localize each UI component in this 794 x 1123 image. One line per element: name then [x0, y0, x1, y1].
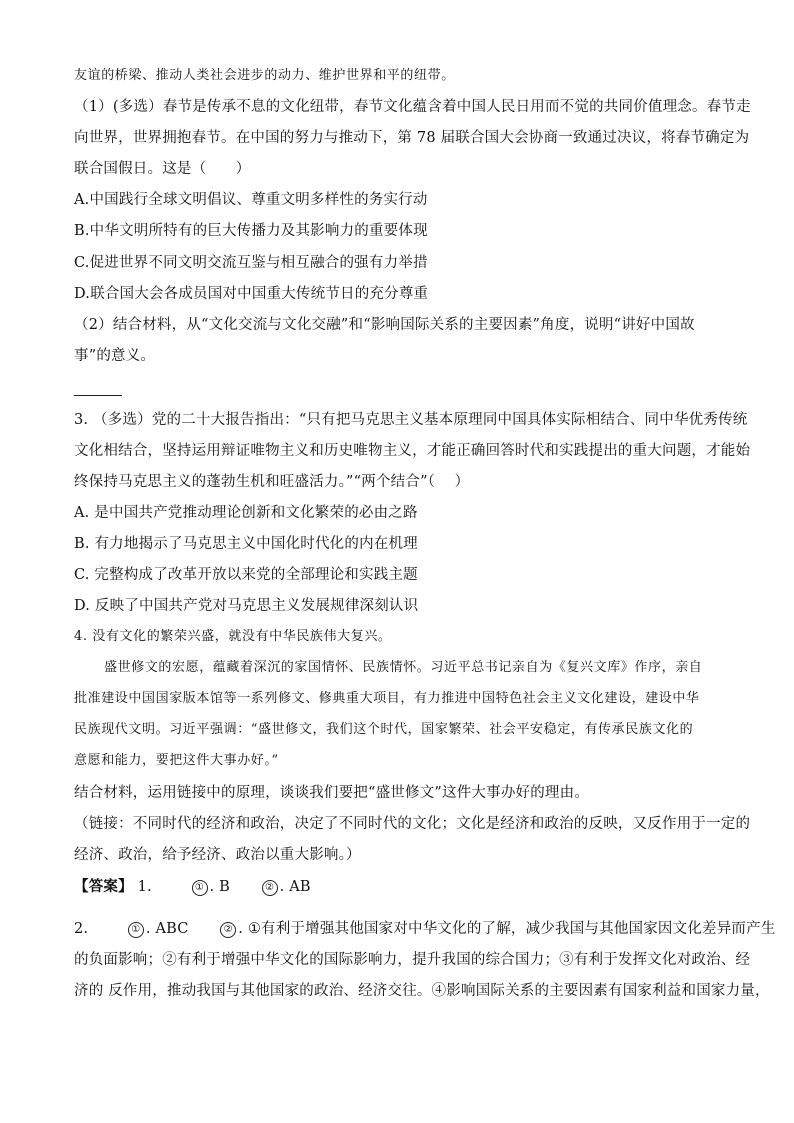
- circled-number-2: ②: [220, 922, 236, 938]
- link-note: 经济、政治，给予经济、政治以重大影响。）: [74, 847, 361, 863]
- answer-tag: 【答案】: [74, 878, 133, 895]
- material-text: 盛世修文的宏愿，蕴藏着深沉的家国情怀、民族情怀。习近平总书记亲自为《复兴文库》作序，亲自: [104, 660, 703, 675]
- answer-line-1: [74, 877, 311, 897]
- option-b: B.中华文明所特有的巨大传播力及其影响力的重要体现: [74, 223, 428, 239]
- answer-question-number: 1.: [137, 879, 152, 895]
- text-line: 事”的意义。: [74, 348, 156, 364]
- text-line: 联合国假日。这是（ ）: [74, 161, 251, 177]
- link-note: （链接：不同时代的经济和政治，决定了不同时代的文化；文化是经济和政治的反映，又反作用于一定的: [74, 816, 751, 832]
- option-d: D.联合国大会各成员国对中国重大传统节日的充分尊重: [74, 286, 429, 302]
- option-d: D. 反映了中国共产党对马克思主义发展规律深刻认识: [74, 598, 419, 614]
- material-text: 民族现代文明。习近平强调：“盛世修文，我们这个时代，国家繁荣、社会平安稳定，有传承民族文化的: [74, 722, 694, 737]
- question-4-stem: 4. 没有文化的繁荣兴盛，就没有中华民族伟大复兴。: [74, 629, 392, 644]
- question-4-prompt: 结合材料，运用链接中的原理，谈谈我们要把“盛世修文”这件大事办好的理由。: [74, 785, 590, 801]
- text-line: 友谊的桥梁、推动人类社会进步的动力、维护世界和平的纽带。: [74, 68, 455, 83]
- answer-question-number: 2.: [74, 921, 89, 937]
- circled-number-1: ①: [128, 922, 144, 938]
- answer-value: . B: [209, 879, 230, 895]
- answer-value: . ABC: [145, 921, 189, 937]
- material-text: 批准建设中国国家版本馆等一系列修文、修典重大项目，有力推进中国特色社会主义文化建设，建设中华: [74, 691, 700, 706]
- separator-line: [74, 395, 122, 396]
- option-a: A. 是中国共产党推动理论创新和文化繁荣的必由之路: [74, 505, 418, 521]
- option-b: B. 有力地揭示了马克思主义中国化时代化的内在机理: [74, 536, 418, 552]
- circled-number-1: ①: [192, 880, 208, 896]
- answer-text: 的负面影响；②有利于增强中华文化的国际影响力，提升我国的综合国力；③有利于发挥文化对政治、经: [74, 952, 751, 968]
- material-text: 意愿和能力，要把这件大事办好。”: [74, 753, 279, 768]
- question-2-2-stem: （2）结合材料，从“文化交流与文化交融”和“影响国际关系的主要因素”角度，说明“讲好中国故: [74, 317, 695, 333]
- text-line: 向世界，世界拥抱春节。在中国的努力与推动下，第 78 届联合国大会协商一致通过决议，将春节确定为: [74, 130, 750, 146]
- answer-line-2: [74, 919, 776, 939]
- question-2-1-stem: （1）(多选）春节是传承不息的文化纽带，春节文化蕴含着中国人民日用而不觉的共同价值理念。春节走: [74, 99, 751, 115]
- option-a: A.中国践行全球文明倡议、尊重文明多样性的务实行动: [74, 192, 428, 208]
- answer-text: 济的 反作用，推动我国与其他国家的政治、经济交往。④影响国际关系的主要因素有国家利益和国家力量，: [74, 983, 770, 999]
- text-line: 终保持马克思主义的蓬勃生机和旺盛活力。”“两个结合”（ ）: [74, 474, 470, 490]
- question-3-stem: 3. （多选）党的二十大报告指出：“只有把马克思主义基本原理同中国具体实际相结合、同中华优秀传统: [74, 412, 748, 428]
- answer-value: . AB: [279, 879, 311, 895]
- answer-text: . ①有利于增强其他国家对中华文化的了解，减少我国与其他国家因文化差异而产生: [238, 921, 776, 937]
- text-line: 文化相结合，坚持运用辩证唯物主义和历史唯物主义，才能正确回答时代和实践提出的重大问题，才能始: [74, 443, 751, 459]
- option-c: C.促进世界不同文明交流互鉴与相互融合的强有力举措: [74, 255, 428, 271]
- circled-number-2: ②: [262, 880, 278, 896]
- option-c: C. 完整构成了改革开放以来党的全部理论和实践主题: [74, 567, 418, 583]
